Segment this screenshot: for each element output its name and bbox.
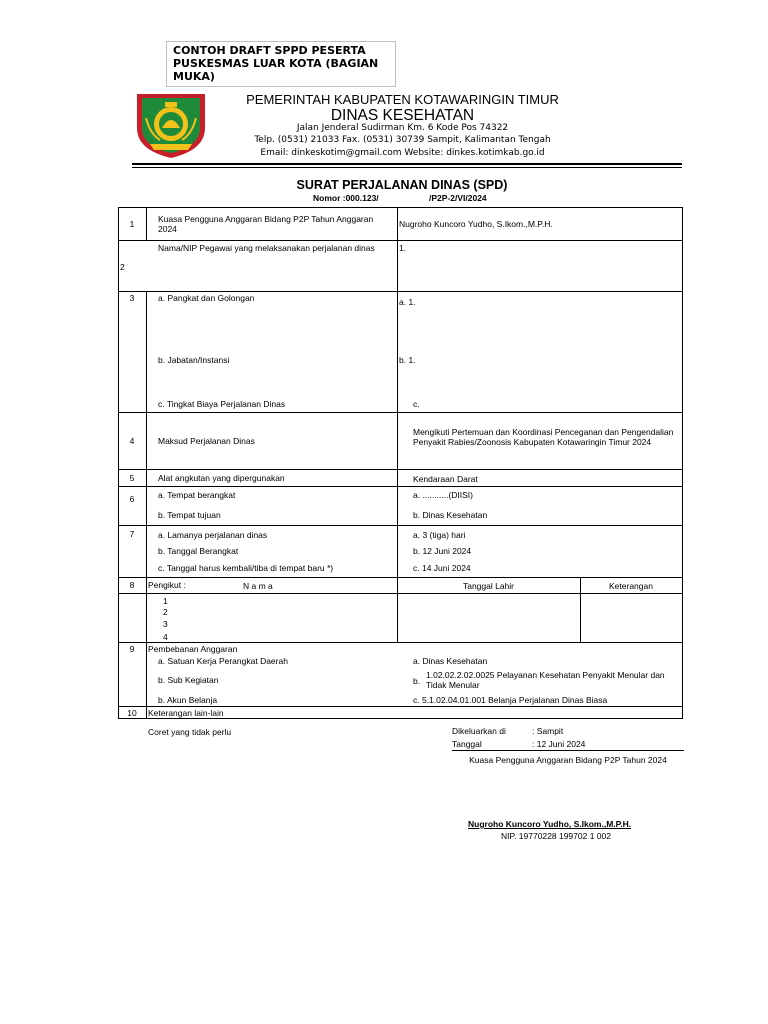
- row-10-number: 10: [127, 708, 137, 718]
- row-9-label-c: b. Akun Belanja: [158, 695, 218, 705]
- row-3-value-a: a. 1.: [399, 297, 416, 307]
- coret-note: Coret yang tidak perlu: [148, 727, 232, 737]
- row-1-label: Kuasa Pengguna Anggaran Bidang P2P Tahun Anggaran 2024: [158, 214, 374, 234]
- signature-divider: [452, 750, 684, 751]
- row-2-label: Nama/NIP Pegawai yang melaksanakan perjalanan dinas: [158, 243, 375, 253]
- row-4-label: Maksud Perjalanan Dinas: [158, 436, 255, 446]
- row-1-value: Nugroho Kuncoro Yudho, S.Ikom.,M.P.H.: [399, 219, 553, 229]
- header-government: PEMERINTAH KABUPATEN KOTAWARINGIN TIMUR: [246, 92, 559, 107]
- row-7-value-b: b. 12 Juni 2024: [413, 546, 472, 556]
- header-divider-thin: [132, 167, 682, 168]
- row-9-label-a: a. Satuan Kerja Perangkat Daerah: [158, 656, 288, 666]
- tanggal-label: Tanggal: [452, 739, 482, 749]
- row-8-number: 8: [129, 580, 135, 590]
- row-3-label-b: b. Jabatan/Instansi: [158, 355, 230, 365]
- row-6-number: 6: [129, 494, 135, 504]
- row-10-label: Keterangan lain-lain: [148, 708, 224, 718]
- row-6-label-b: b. Tempat tujuan: [158, 510, 221, 520]
- draft-label: CONTOH DRAFT SPPD PESERTA PUSKESMAS LUAR KOTA (BAGIAN MUKA): [166, 41, 396, 87]
- row-8-pengikut: Pengikut :: [148, 580, 186, 590]
- row-5-value: Kendaraan Darat: [413, 474, 478, 484]
- signatory-name: Nugroho Kuncoro Yudho, S.Ikom.,M.P.H.: [468, 819, 632, 829]
- header-address: Jalan Jenderal Sudirman Km. 6 Kode Pos 74322: [296, 123, 509, 133]
- header-divider-thick: [132, 163, 682, 165]
- row-5-number: 5: [129, 473, 135, 483]
- row-2-number: 2: [120, 262, 125, 272]
- row-9-label-b: b. Sub Kegiatan: [158, 675, 219, 685]
- pengikut-item: 4: [163, 632, 168, 642]
- row-9-value-b: 1.02.02.2.02.0025 Pelayanan Kesehatan Penyakit Menular dan Tidak Menular: [426, 670, 665, 690]
- pengikut-item: 2: [163, 607, 168, 617]
- row-1-number: 1: [129, 219, 135, 229]
- dikeluarkan-label: Dikeluarkan di: [452, 726, 506, 736]
- row-9-label: Pembebanan Anggaran: [148, 644, 238, 654]
- row-7-value-c: c. 14 Juni 2024: [413, 563, 471, 573]
- nomor-right: /P2P-2/VI/2024: [429, 193, 487, 203]
- row-8-tanggal-header: Tanggal Lahir: [462, 581, 515, 591]
- row-3-label-c: c. Tingkat Biaya Perjalanan Dinas: [158, 399, 286, 409]
- row-7-label-b: b. Tanggal Berangkat: [158, 546, 239, 556]
- header-agency: DINAS KESEHATAN: [330, 107, 475, 124]
- row-3-value-b: b. 1.: [399, 355, 416, 365]
- row-2-value: 1.: [399, 243, 407, 253]
- row-4-number: 4: [129, 436, 135, 446]
- row-7-value-a: a. 3 (tiga) hari: [413, 530, 466, 540]
- row-8-nama-header: N a m a: [243, 581, 273, 591]
- kotim-logo-icon: [132, 88, 210, 160]
- header-phone: Telp. (0531) 21033 Fax. (0531) 30739 Sampit, Kalimantan Tengah: [254, 135, 551, 145]
- signatory-nip: NIP. 19770228 199702 1 002: [501, 831, 611, 841]
- nomor-left: Nomor :000.123/: [313, 193, 379, 203]
- row-3-number: 3: [129, 293, 135, 303]
- row-7-label-c: c. Tanggal harus kembali/tiba di tempat baru *): [158, 563, 334, 573]
- row-6-label-a: a. Tempat berangkat: [158, 490, 236, 500]
- row-9-value-c: c. 5.1.02.04.01.001 Belanja Perjalanan Dinas Biasa: [413, 695, 608, 705]
- header-email: Email: dinkeskotim@gmail.com Website: dinkes.kotimkab.go.id: [260, 148, 545, 158]
- tanggal-value: : 12 Juni 2024: [532, 739, 586, 749]
- row-4-value: Mengikuti Pertemuan dan Koordinasi Penceganan dan Pengendalian Penyakit Rabies/Zoonosis Kabupaten Kotawaringin Timur 2024: [413, 427, 674, 447]
- pengikut-item: 1: [163, 596, 168, 606]
- row-7-number: 7: [129, 529, 135, 539]
- row-9-value-b-prefix: b.: [413, 676, 421, 686]
- row-8-keterangan-header: Keterangan: [609, 581, 653, 591]
- row-5-label: Alat angkutan yang dipergunakan: [158, 473, 285, 483]
- row-6-value-b: b. Dinas Kesehatan: [413, 510, 488, 520]
- row-7-label-a: a. Lamanya perjalanan dinas: [158, 530, 268, 540]
- document-title: SURAT PERJALANAN DINAS (SPD): [296, 178, 508, 192]
- pengikut-item: 3: [163, 619, 168, 629]
- signatory-title: Kuasa Pengguna Anggaran Bidang P2P Tahun 2024: [469, 755, 667, 765]
- row-3-label-a: a. Pangkat dan Golongan: [158, 293, 255, 303]
- row-6-value-a: a. ...........(DIISI): [413, 490, 473, 500]
- row-9-number: 9: [129, 644, 135, 654]
- dikeluarkan-value: : Sampit: [532, 726, 564, 736]
- row-3-value-c: c.: [413, 399, 420, 409]
- row-9-value-a: a. Dinas Kesehatan: [413, 656, 488, 666]
